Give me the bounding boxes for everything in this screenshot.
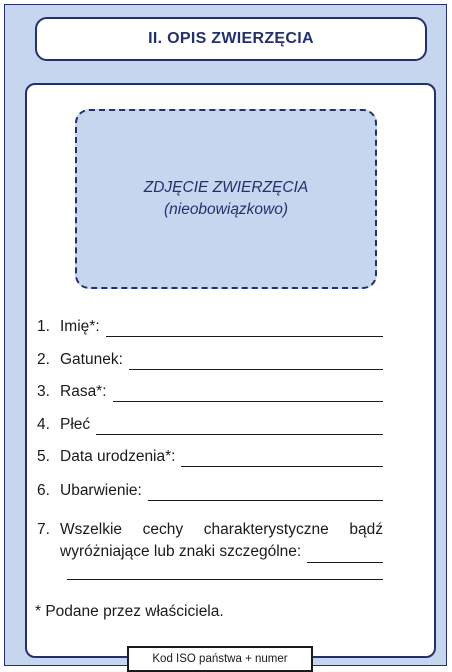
field-species bbox=[37, 350, 383, 370]
breed-input-line[interactable] bbox=[113, 386, 383, 402]
field-label: Imię*: bbox=[60, 318, 100, 335]
marks-input-line[interactable] bbox=[307, 547, 383, 563]
footnote: * Podane przez właściciela. bbox=[35, 603, 224, 620]
field-name bbox=[37, 317, 383, 337]
field-label: Płeć bbox=[60, 416, 91, 433]
field7-first-line bbox=[37, 519, 383, 541]
field7-second-line bbox=[37, 541, 383, 563]
marks-input-line-2[interactable] bbox=[67, 563, 383, 580]
field-number: 7. bbox=[37, 521, 50, 538]
iso-code-box bbox=[127, 646, 313, 672]
field-label: Data urodzenia*: bbox=[60, 448, 176, 465]
iso-code-label: Kod ISO państwa + numer bbox=[152, 653, 288, 665]
field-label: Rasa*: bbox=[60, 383, 107, 400]
field-label: Gatunek: bbox=[60, 351, 123, 368]
field-birth-date bbox=[37, 447, 383, 467]
animal-photo-placeholder[interactable] bbox=[75, 109, 377, 289]
birth-date-input-line[interactable] bbox=[181, 451, 383, 467]
photo-optional-note: (nieobowiązkowo) bbox=[163, 201, 289, 218]
field-number: 5. bbox=[37, 448, 50, 465]
field-number: 2. bbox=[37, 351, 50, 368]
sex-input-line[interactable] bbox=[96, 419, 383, 435]
description-panel bbox=[25, 83, 436, 665]
coloring-input-line[interactable] bbox=[148, 485, 383, 501]
name-input-line[interactable] bbox=[106, 321, 383, 337]
field-label: wyróżniające lub znaki szczególne: bbox=[60, 543, 302, 560]
species-input-line[interactable] bbox=[129, 354, 383, 370]
field-breed bbox=[37, 382, 383, 402]
field-distinguishing-marks bbox=[37, 519, 383, 580]
section-title: II. OPIS ZWIERZĘCIA bbox=[148, 30, 314, 47]
field-label: Ubarwienie: bbox=[60, 482, 142, 499]
field7-word: Wszelkie bbox=[60, 521, 123, 538]
field-number: 3. bbox=[37, 383, 50, 400]
field-coloring bbox=[37, 481, 383, 501]
field-sex bbox=[37, 415, 383, 435]
field-number: 6. bbox=[37, 482, 50, 499]
field7-word: cechy bbox=[142, 521, 184, 538]
section-header bbox=[35, 17, 427, 61]
field-number: 4. bbox=[37, 416, 50, 433]
form-page bbox=[4, 4, 447, 666]
field7-word: bądź bbox=[349, 521, 383, 538]
field-number: 1. bbox=[37, 318, 50, 335]
photo-label: ZDJĘCIE ZWIERZĘCIA bbox=[143, 179, 309, 196]
field7-lead bbox=[37, 519, 122, 541]
field7-word: charakterystyczne bbox=[203, 521, 329, 538]
